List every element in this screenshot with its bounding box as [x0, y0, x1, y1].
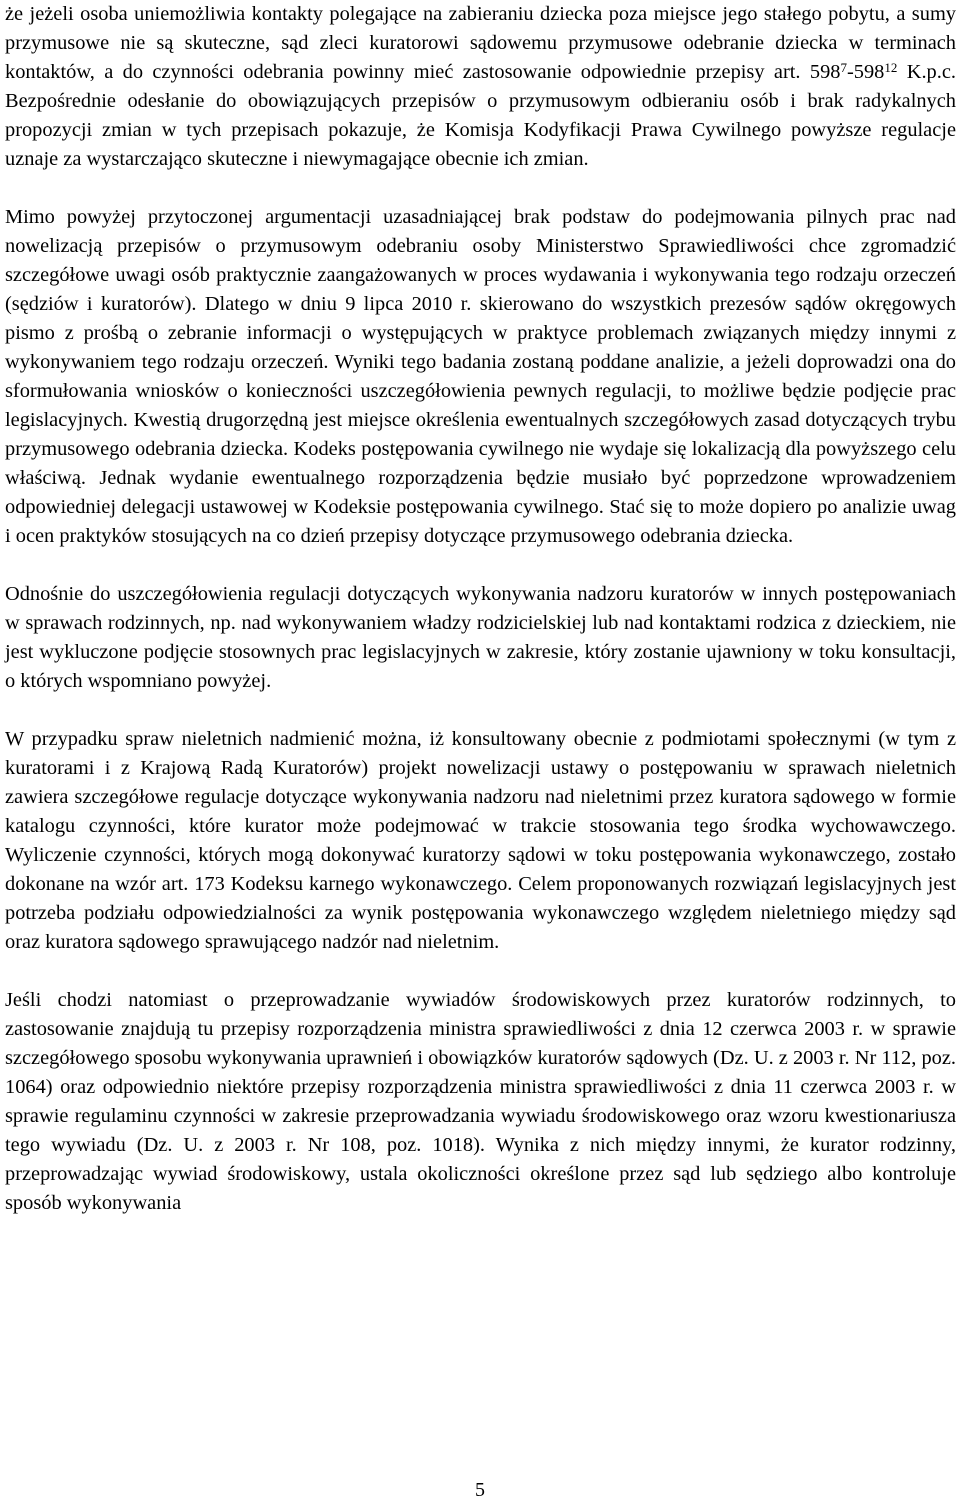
paragraph-2: Mimo powyżej przytoczonej argumentacji uzasadniającej brak podstaw do podejmowania pilnych prac nad nowelizacją przepisów o przymusowym odebraniu osoby Ministerstwo Sprawiedliwości chce zgromadzić szczegółowe uwagi osób praktycznie zaangażowanych w proces wydawania i wykonywania tego rodzaju orzeczeń (sędziów i kuratorów). Dlatego w dniu 9 lipca 2010 r. skierowano do wszystkich prezesów sądów okręgowych pismo z prośbą o zebranie informacji o występujących w praktyce problemach związanych między innymi z wykonywaniem tego rodzaju orzeczeń. Wyniki tego badania zostaną poddane analizie, a jeżeli doprowadzi ona do sformułowania wniosków o konieczności uszczegółowienia pewnych regulacji, to możliwe będzie podjęcie prac legislacyjnych. Kwestią drugorzędną jest miejsce określenia ewentualnych szczegółowych zasad dotyczących trybu przymusowego odebrania dziecka. Kodeks postępowania cywilnego nie wydaje się lokalizacją dla powyższego celu właściwą. Jednak wydanie ewentualnego rozporządzenia będzie musiało być poprzedzone wprowadzeniem odpowiedniej delegacji ustawowej w Kodeksie postępowania cywilnego. Stać się to może dopiero po analizie uwag i ocen praktyków stosujących na co dzień przepisy dotyczące przymusowego odebrania dziecka.: [5, 206, 956, 547]
superscript-article-12: 12: [884, 60, 898, 75]
paragraph-1: [5, 0, 956, 174]
paragraph-1-text-c: K.p.c. Bezpośrednie odesłanie do obowiązujących przepisów o przymusowym odbieraniu osób i brak radykalnych propozycji zmian w tych przepisach pokazuje, że Komisja Kodyfikacji Prawa Cywilnego powyższe regulacje uznaje za wystarczająco skuteczne i niewymagające obecnie ich zmian.: [5, 61, 956, 170]
paragraph-4: W przypadku spraw nieletnich nadmienić można, iż konsultowany obecnie z podmiotami społecznymi (w tym z kuratorami i z Krajową Radą Kuratorów) projekt nowelizacji ustawy o postępowaniu w sprawach nieletnich zawiera szczegółowe regulacje dotyczące wykonywania nadzoru nad nieletnimi przez kuratora sądowego w formie katalogu czynności, które kurator może podejmować w trakcie stosowania tego środka wychowawczego. Wyliczenie czynności, których mogą dokonywać kuratorzy sądowi w toku postępowania wykonawczego, zostało dokonane na wzór art. 173 Kodeksu karnego wykonawczego. Celem proponowanych rozwiązań legislacyjnych jest potrzeba podziału odpowiedzialności za wynik postępowania wykonawczego względem nieletniego między sąd oraz kuratora sądowego sprawującego nadzór nad nieletnim.: [5, 728, 956, 953]
paragraph-5: Jeśli chodzi natomiast o przeprowadzanie wywiadów środowiskowych przez kuratorów rodzinnych, to zastosowanie znajdują tu przepisy rozporządzenia ministra sprawiedliwości z dnia 12 czerwca 2003 r. w sprawie szczegółowego sposobu wykonywania uprawnień i obowiązków kuratorów sądowych (Dz. U. z 2003 r. Nr 112, poz. 1064) oraz odpowiednio niektóre przepisy rozporządzenia ministra sprawiedliwości z dnia 11 czerwca 2003 r. w sprawie regulaminu czynności w zakresie przeprowadzania wywiadu środowiskowego oraz wzoru kwestionariusza tego wywiadu (Dz. U. z 2003 r. Nr 108, poz. 1018). Wynika z nich między innymi, że kurator rodzinny, przeprowadzając wywiad środowiskowy, ustala okoliczności określone przez sąd lub sędziego albo kontroluje sposób wykonywania: [5, 989, 956, 1214]
document-page: [5, 0, 956, 1247]
paragraph-1-text-a: że jeżeli osoba uniemożliwia kontakty polegające na zabieraniu dziecka poza miejsce jego stałego pobytu, a sumy przymusowe nie są skuteczne, sąd zleci kuratorowi sądowemu przymusowe odebranie dziecka w terminach kontaktów, a do czynności odebrania powinny mieć zastosowanie odpowiednie przepisy art. 598: [5, 3, 956, 83]
page-number: 5: [475, 1479, 485, 1501]
paragraph-1-text-b: -598: [846, 61, 885, 83]
superscript-article-7: 7: [840, 60, 847, 75]
paragraph-3: Odnośnie do uszczegółowienia regulacji dotyczących wykonywania nadzoru kuratorów w innych postępowaniach w sprawach rodzinnych, np. nad wykonywaniem władzy rodzicielskiej lub nad kontaktami rodzica z dzieckiem, nie jest wykluczone podjęcie stosownych prac legislacyjnych w zakresie, który zostanie ujawniony w toku konsultacji, o których wspomniano powyżej.: [5, 583, 956, 692]
